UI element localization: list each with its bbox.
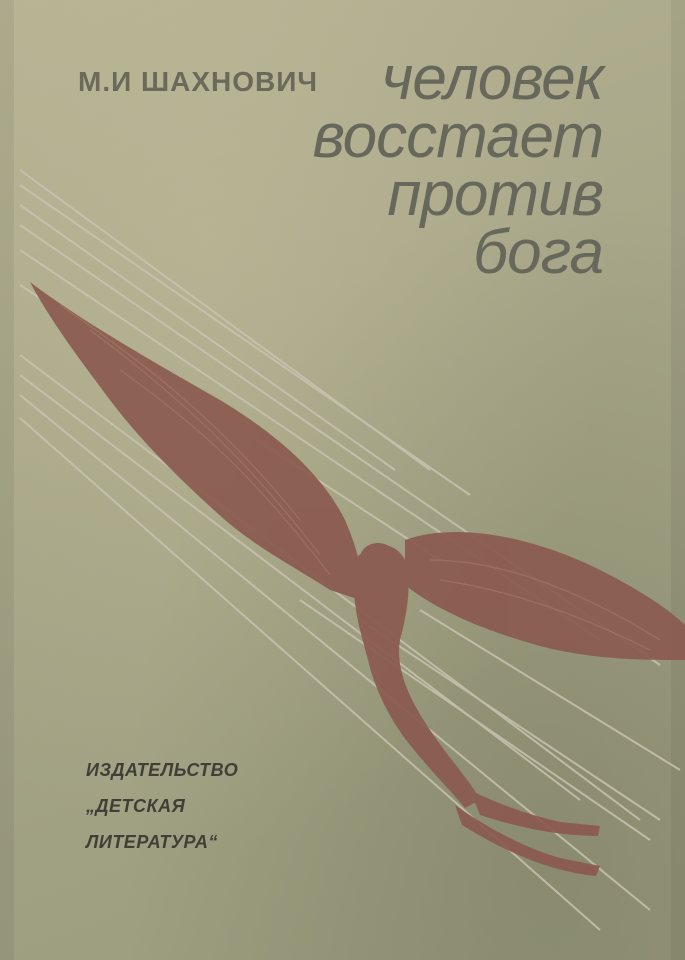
publisher-line: ЛИТЕРАТУРА“	[86, 832, 218, 852]
title-line: человек	[381, 44, 603, 113]
publisher-imprint	[86, 752, 238, 860]
publisher-line: „ДЕТСКАЯ	[86, 796, 186, 816]
title-line: восстает	[312, 102, 603, 171]
author-name: М.И ШАХНОВИЧ	[78, 66, 319, 97]
title-line: бога	[473, 218, 603, 287]
publisher-line: ИЗДАТЕЛЬСТВО	[86, 760, 239, 780]
title-line: против	[387, 160, 603, 229]
book-title	[312, 44, 603, 287]
